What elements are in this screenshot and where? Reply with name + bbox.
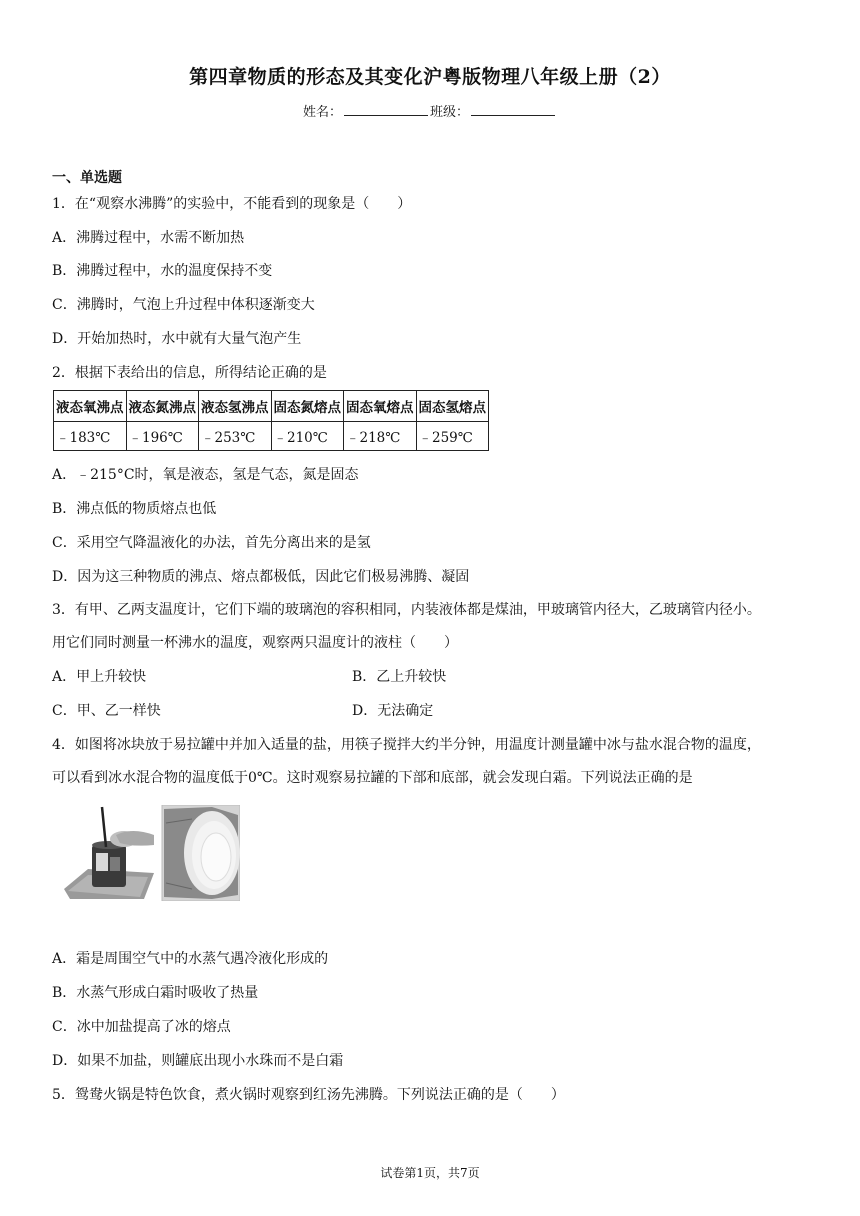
page-footer: 试卷第1页，共7页 [380, 1166, 480, 1180]
question-3-option-d: D．无法确定 [352, 703, 434, 719]
table-header-row [54, 391, 489, 422]
question-4-stem-line-2: 可以看到冰水混合物的温度低于0℃。这时观察易拉罐的下部和底部，就会发现白霜。下列说法正确的是 [52, 770, 693, 786]
table-header-cell: 固态氢熔点 [416, 391, 489, 422]
question-4-option-d: D．如果不加盐，则罐底出现小水珠而不是白霜 [52, 1053, 344, 1069]
table-cell: ﹣183℃ [54, 422, 127, 451]
page-title: 第四章物质的形态及其变化沪粤版物理八年级上册（2） [189, 66, 671, 88]
question-1-option-b: B．沸腾过程中，水的温度保持不变 [52, 263, 273, 279]
table-header-cell: 固态氧熔点 [344, 391, 417, 422]
class-blank[interactable] [471, 103, 555, 116]
student-info-line [0, 101, 860, 120]
table-cell: ﹣218℃ [344, 422, 417, 451]
question-2-option-b: B．沸点低的物质熔点也低 [52, 501, 217, 517]
section-heading: 一、单选题 [52, 170, 122, 186]
question-3-stem-line-1: 3．有甲、乙两支温度计，它们下端的玻璃泡的容积相同，内装液体都是煤油，甲玻璃管内径大，乙玻璃管内径小。 [52, 602, 761, 618]
frosted-can-bottom-photo [162, 805, 240, 901]
table-header-cell: 液态氮沸点 [126, 391, 199, 422]
can-with-chopstick-photo [64, 807, 154, 899]
question-1-option-c: C．沸腾时，气泡上升过程中体积逐渐变大 [52, 297, 315, 313]
question-3-option-b: B．乙上升较快 [352, 669, 447, 685]
table-cell: ﹣253℃ [199, 422, 272, 451]
question-4-option-a: A．霜是周围空气中的水蒸气遇冷液化形成的 [52, 951, 329, 967]
name-label: 姓名： [302, 105, 342, 120]
question-1-stem: 1．在“观察水沸腾”的实验中，不能看到的现象是（ ） [52, 196, 412, 212]
ice-can-photo [62, 805, 240, 901]
question-3-stem-line-2: 用它们同时测量一杯沸水的温度，观察两只温度计的液柱（ ） [52, 635, 458, 651]
question-2-option-c: C．采用空气降温液化的办法，首先分离出来的是氢 [52, 535, 371, 551]
question-3-option-c: C．甲、乙一样快 [52, 703, 161, 719]
question-3-option-a: A．甲上升较快 [52, 669, 147, 685]
boiling-melting-point-table [53, 390, 489, 451]
table-row [54, 422, 489, 451]
class-label: 班级： [430, 105, 470, 120]
table-cell: ﹣210℃ [271, 422, 344, 451]
question-4-option-b: B．水蒸气形成白霜时吸收了热量 [52, 985, 259, 1001]
table-header-cell: 固态氮熔点 [271, 391, 344, 422]
question-2-stem: 2．根据下表给出的信息，所得结论正确的是 [52, 365, 327, 381]
table-cell: ﹣196℃ [126, 422, 199, 451]
table-cell: ﹣259℃ [416, 422, 489, 451]
question-4-option-c: C．冰中加盐提高了冰的熔点 [52, 1019, 231, 1035]
table-header-cell: 液态氢沸点 [199, 391, 272, 422]
question-1-option-d: D．开始加热时，水中就有大量气泡产生 [52, 331, 302, 347]
question-2-option-a: A．﹣215°C时，氧是液态，氢是气态，氮是固态 [52, 467, 359, 483]
question-2-option-d: D．因为这三种物质的沸点、熔点都极低，因此它们极易沸腾、凝固 [52, 569, 470, 585]
question-5-stem: 5．鸳鸯火锅是特色饮食，煮火锅时观察到红汤先沸腾。下列说法正确的是（ ） [52, 1087, 565, 1103]
question-4-stem-line-1: 4．如图将冰块放于易拉罐中并加入适量的盐，用筷子搅拌大约半分钟，用温度计测量罐中冰与盐水混合物的温度， [52, 737, 761, 753]
question-1-option-a: A．沸腾过程中，水需不断加热 [52, 230, 245, 246]
table-header-cell: 液态氧沸点 [54, 391, 127, 422]
name-blank[interactable] [344, 103, 428, 116]
